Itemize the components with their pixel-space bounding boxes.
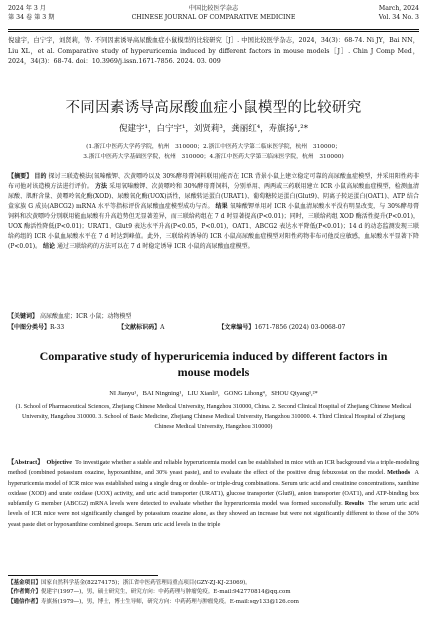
methods-text: 采用氧嗪酸钾、次黄嘌呤和 30%酵母膏饲料，分别单用、两两或三药联用建立 ICR 小鼠高尿酸血症模型，检测血清尿酸、肌酐含量、黄嘌呤氧化酶(XOD)、尿酸氧化酶(UOX)活性，尿酸转运蛋白(URAT1)、葡萄糖转运蛋白(Glut9)、阴离子转运蛋白(OAT1)、ATP 结合盒家族 G 成员(ABCG2) mRNA 水平等指标评价高尿酸血症模型成功与否。: [8, 183, 419, 210]
article-number-label: 【文章编号】: [218, 324, 255, 331]
running-header: [8, 4, 419, 30]
header-right: [379, 4, 419, 22]
objective-text: 探讨三联造模法(氧嗪酸钾、次黄嘌呤以及 30%酵母膏饲料联用)能否在 ICR 背景小鼠上建立稳定可靠的高尿酸血症模型，并采用阳性药非布司他对该造模方法进行评价。: [8, 173, 419, 190]
abstract-english: [8, 458, 419, 530]
keywords-line: [8, 312, 419, 322]
author-text: 倪建宇(1997—)，男，硕士研究生，研究方向：中药药理与肿瘤免疫。E-mail:942770814@qq.com: [41, 589, 291, 596]
objective-label: 目的: [34, 173, 47, 180]
classification-line: [8, 323, 419, 333]
affiliation-line: (1.浙江中医药大学药学院，杭州 310000；2.浙江中医药大学第二临床医学院，杭州 310000；: [86, 144, 341, 150]
footnote-rule: [8, 575, 158, 576]
title-chinese: 不同因素诱导高尿酸血症小鼠模型的比较研究: [65, 100, 362, 116]
clc-label: 【中图分类号】: [8, 324, 51, 331]
header-date-cn: 2024 年 3 月: [8, 5, 46, 12]
clc-value: R-33: [50, 324, 65, 331]
header-rule: [8, 29, 419, 30]
fund-label: 【基金项目】: [8, 580, 42, 586]
results-en-label: Results: [344, 500, 364, 508]
abstract-chinese: [8, 172, 419, 252]
methods-en-label: Methods: [387, 469, 411, 477]
abstract-en-label: 【Abstract】: [8, 459, 44, 466]
authors-english: NI Jianyu¹，BAI Ningning¹，LIU Xianli³，GONG Lihong⁴，SHOU Qiyang¹,²*: [109, 390, 318, 397]
methods-en-text: A hyperuricemia model of ICR mice was established using a single drug or double- or triple-drug combinations. Serum uric acid and creatinine concentrations, xanthine oxidase (XOD) and urate oxidase (UOX) activity, and uric acid transporter (URAT1), glucose transporter (Glut9), anion transporter (OAT1), and ATP-binding box subfamily G member (ABCG2) mRNA levels were detected to evaluate whether the hyperuricemia model was formed successfully.: [8, 469, 420, 508]
authors-chinese: 倪建宇¹，白宁宇¹，刘贤莉³，龚丽红⁴，寿旗扬¹,²*: [119, 124, 308, 134]
header-volume-cn: 第 34 卷 第 3 期: [8, 14, 55, 21]
citation-block: 倪建宇，白宁宇，刘贤莉，等. 不同因素诱导高尿酸血症小鼠模型的比较研究［J］. 中国比较医学杂志，2024，34(3)：68-74. Ni JY，Bai NN，Liu XL，et al. Comparative study of hyperuricemia induced by different factors in mouse models［J］. Chin J Comp Med，2024，34(3)：68-74. doi：10.3969/j.issn.1671-7856. 2024. 03. 009: [8, 37, 419, 65]
keywords-text: 高尿酸血症；ICR 小鼠；动物模型: [40, 313, 132, 320]
header-rule-thin: [8, 31, 419, 32]
correspondence-label: 【通信作者】: [8, 598, 42, 605]
header-journal-cn: 中国比较医学杂志: [188, 5, 239, 12]
fund-text: 国家自然科学基金(82274175)；浙江省中医药管理局重点项目(GZY-ZJ-KJ-23069)。: [41, 580, 251, 586]
results-label: 结果: [215, 203, 228, 210]
author-label: 【作者简介】: [8, 589, 42, 596]
footnotes: [8, 579, 419, 607]
objective-en-label: Objective: [46, 459, 72, 466]
conclusion-label: 结论: [43, 243, 56, 250]
doc-code-label: 【文献标识码】: [118, 324, 161, 331]
header-journal-en: CHINESE JOURNAL OF COMPARATIVE MEDICINE: [131, 14, 296, 21]
header-center: [8, 4, 419, 22]
doc-code-value: A: [160, 324, 165, 331]
correspondence-note: [8, 598, 419, 607]
affiliations-english: (1. School of Pharmaceutical Sciences, Zhejiang Chinese Medical University, Hangzhou 310000, China. 2. Second Clinical Hospital of Zhejiang Chinese Medical University, Hangzhou 310000. 3. School of Basic Medicine, Zhejiang Chinese Medical University, Hangzhou 310000. 4. Third Clinical Hospital of Zhejiang Chinese Medical University, Hangzhou 310000): [15, 404, 412, 430]
fund-note: [8, 579, 419, 588]
author-note: [8, 588, 419, 597]
correspondence-text: 寿旗扬(1979—)，男，博士，博士生导师，研究方向：中药药理与肿瘤免疫。E-mail:sqy133@126.com: [41, 598, 299, 605]
results-en-text: The serum uric acid levels of ICR mice were not significantly changed by potassium oxazine alone, as they showed an increase but were not significantly different to those of the 30% yeast paste diet or hypoxanthine combined groups. Serum uric acid levels in the triple: [8, 500, 420, 528]
article-number-value: 1671-7856 (2024) 03-0068-07: [254, 324, 346, 331]
abstract-label: 【摘要】: [8, 173, 33, 180]
header-date-en: March, 2024: [378, 5, 419, 12]
keywords-label: 【关键词】: [8, 313, 39, 320]
header-volume-en: Vol. 34 No. 3: [378, 14, 419, 21]
objective-en-text: To investigate whether a stable and reliable hyperuricemia model can be established in mice with an ICR background via a triple-modeling method (combined potassium oxazine, hypoxanthine, and 30% yeast paste), and to evaluate the effect of the positive drug febuxostat on the model.: [8, 459, 420, 477]
affiliation-line: 3.浙江中医药大学基础医学院，杭州 310000；4.浙江中医药大学第三临床医学院，杭州 310000): [83, 154, 344, 160]
title-english: Comparative study of hyperuricemia induced by different factors in mouse models: [39, 349, 388, 379]
affiliations-chinese: [20, 142, 407, 162]
methods-label: 方法: [94, 183, 108, 190]
conclusion-text: 通过三联给药的方法可以在 7 d 时稳定诱导 ICR 小鼠的高尿酸血症模型。: [56, 243, 254, 250]
results-text: 氧嗪酸钾单用对 ICR 小鼠血清尿酸水平没有明显改变，与 30%酵母膏饲料和次黄嘌呤分别联用能血尿酸有升高趋势但无显著差异，而三联给药组在 7 d 时显著提高(P<0.01)；同时，三联给药组 XOD 酶活性提升(P<0.01)，UOX 酶活性降低(P<0.01)；URAT1、Glut9 表达水平升高(P<0.05，P<0.01)，OAT1、ABCG2 表达水平降低(P<0.01)；14 d 的动态监测发现三联给药组的 ICR 小鼠血尿酸水平在 7 d 时达到峰值。此外，三联给药诱导的 ICR 小鼠高尿酸血症模型对阳性药物非布司他反应敏感，血尿酸水平显著下降(P<0.01)。: [8, 203, 419, 250]
